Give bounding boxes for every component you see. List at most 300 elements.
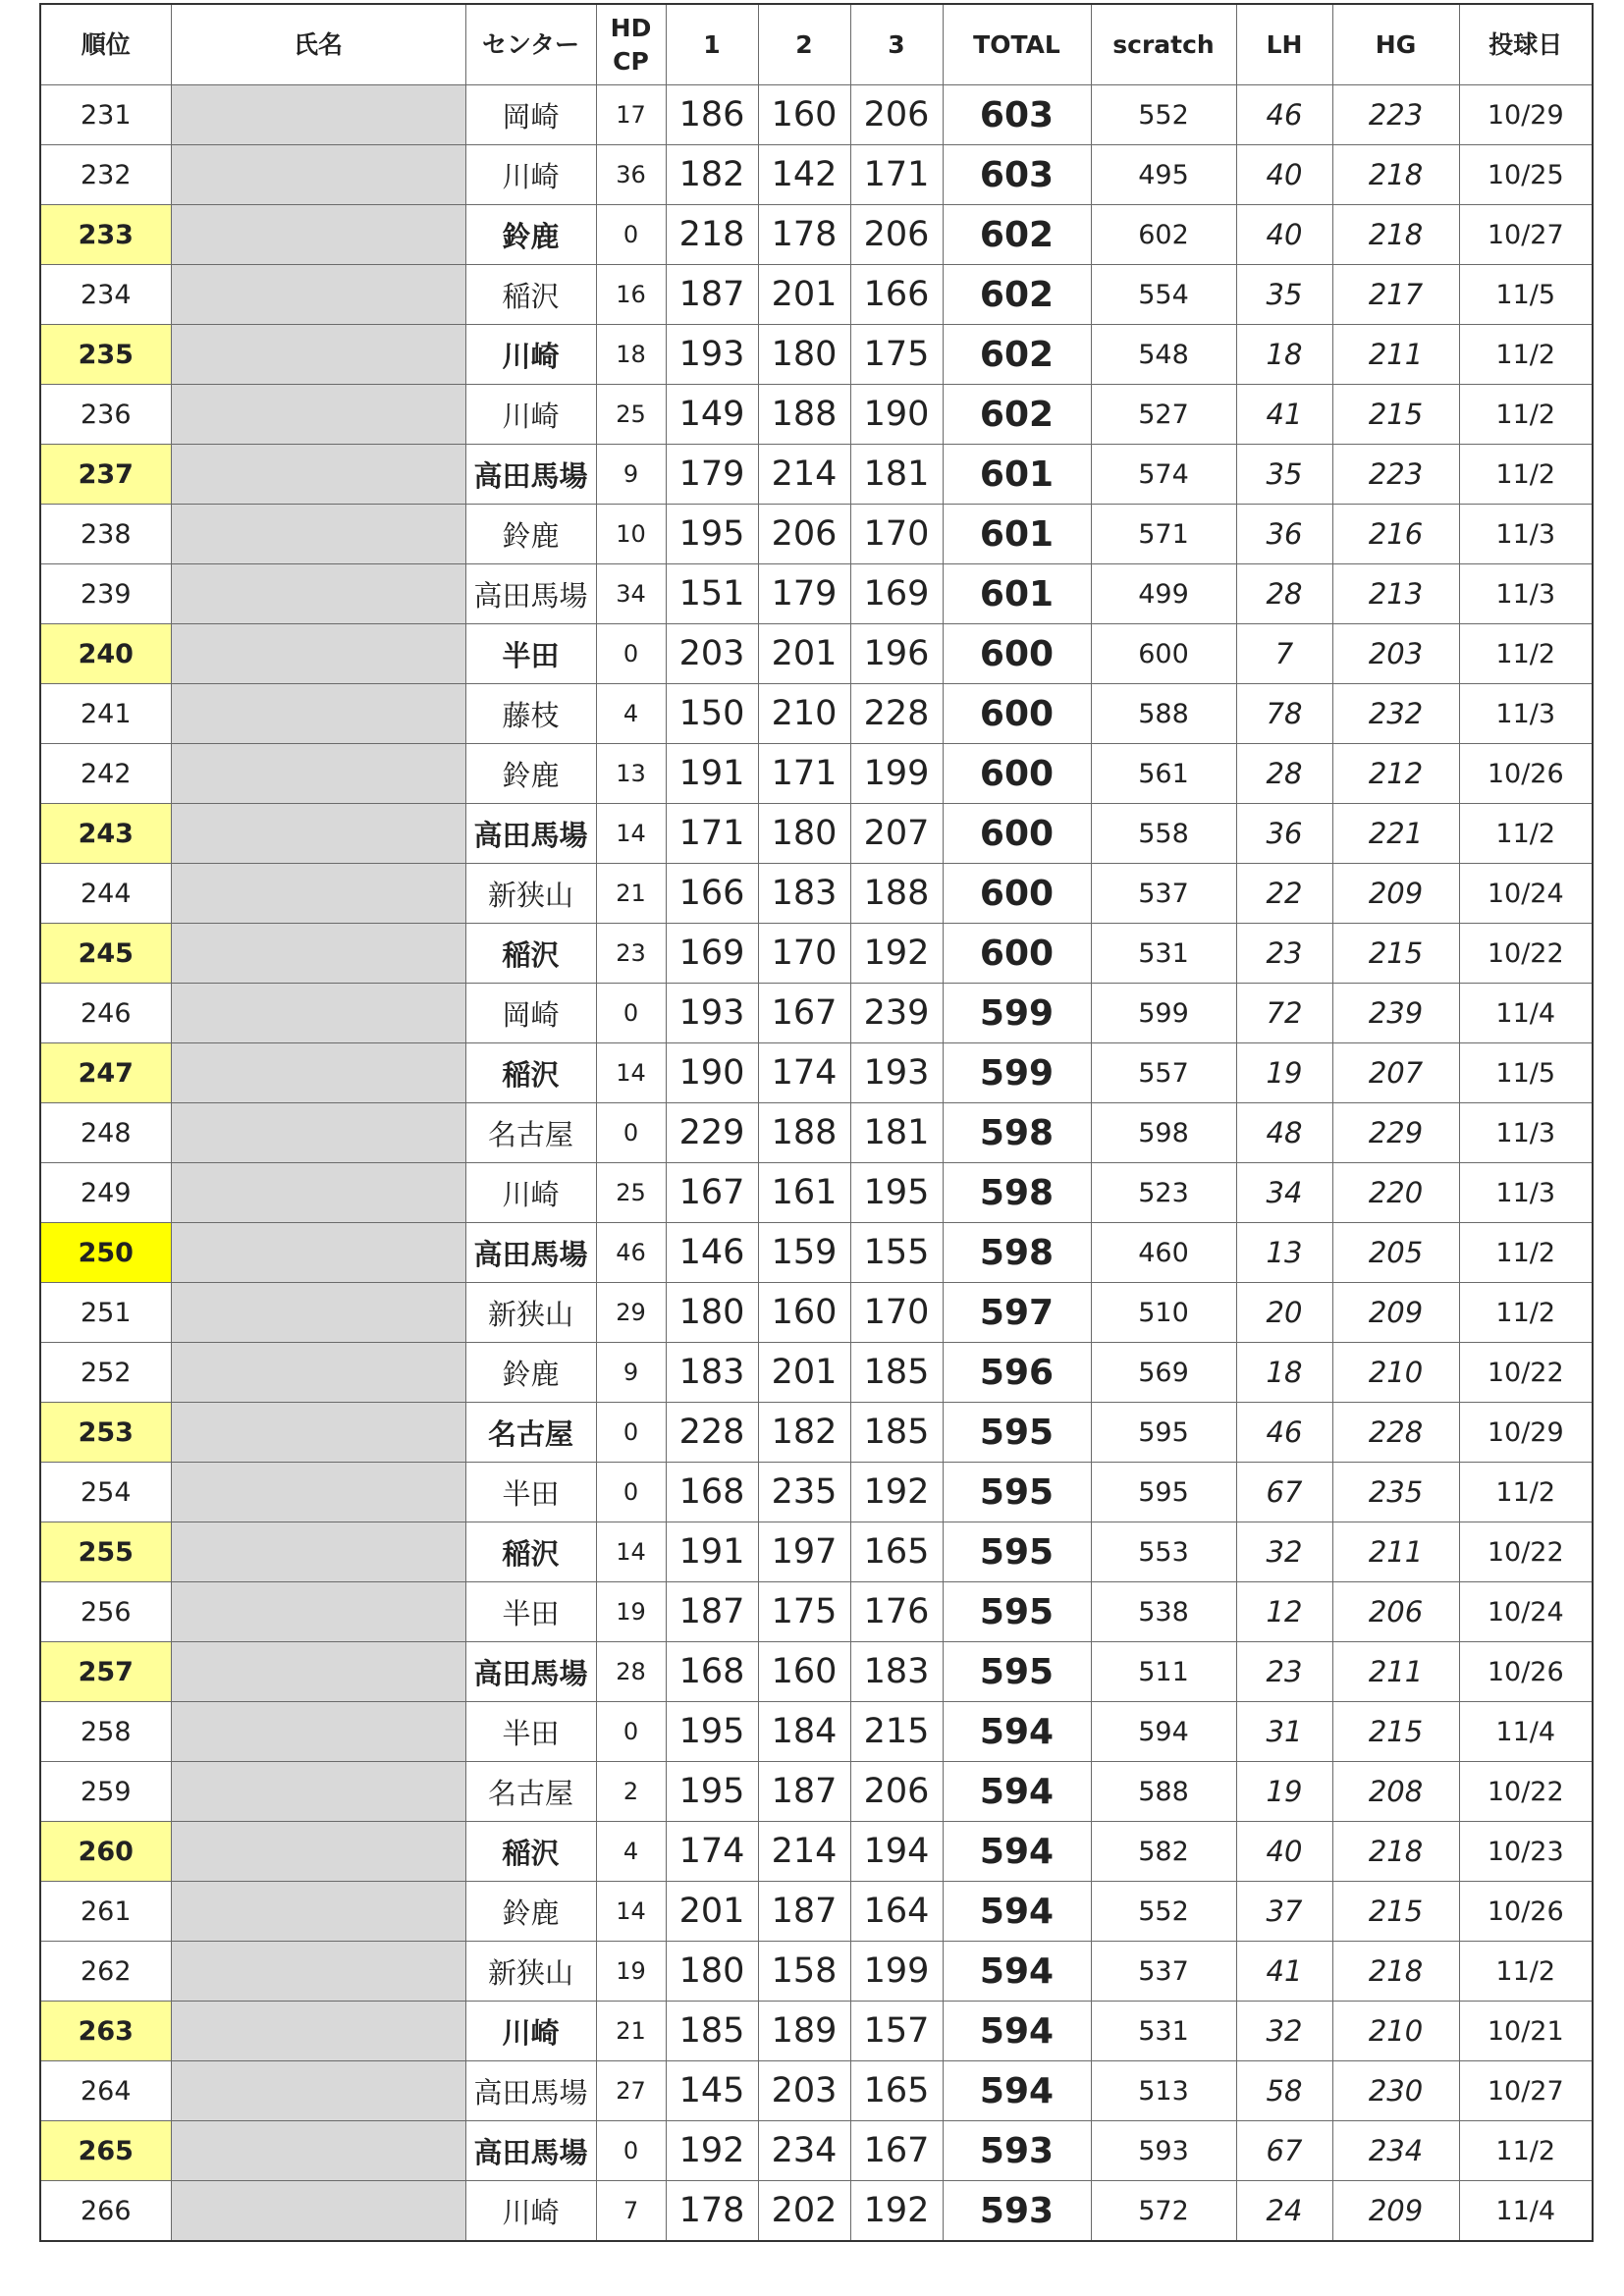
name-cell xyxy=(171,1463,465,1522)
hdcp-cell: 13 xyxy=(596,744,666,804)
hg-cell: 206 xyxy=(1332,1582,1459,1642)
game-1-cell: 228 xyxy=(666,1403,758,1463)
date-cell: 11/2 xyxy=(1459,624,1593,684)
center-cell: 川崎 xyxy=(465,145,596,205)
date-cell: 11/3 xyxy=(1459,564,1593,624)
hg-cell: 215 xyxy=(1332,385,1459,445)
scratch-cell: 582 xyxy=(1091,1822,1236,1882)
hdcp-cell: 19 xyxy=(596,1942,666,2002)
rank-cell: 249 xyxy=(40,1163,171,1223)
scratch-cell: 571 xyxy=(1091,505,1236,564)
game-1-cell: 192 xyxy=(666,2121,758,2181)
center-cell: 半田 xyxy=(465,1463,596,1522)
game-3-cell: 167 xyxy=(850,2121,943,2181)
header-total: TOTAL xyxy=(943,4,1091,85)
name-cell xyxy=(171,1822,465,1882)
center-cell: 川崎 xyxy=(465,385,596,445)
name-cell xyxy=(171,1283,465,1343)
center-cell: 名古屋 xyxy=(465,1762,596,1822)
total-cell: 598 xyxy=(943,1223,1091,1283)
rank-cell: 254 xyxy=(40,1463,171,1522)
game-1-cell: 180 xyxy=(666,1283,758,1343)
rank-cell: 236 xyxy=(40,385,171,445)
table-row xyxy=(40,1942,1593,2002)
hdcp-cell: 14 xyxy=(596,1882,666,1942)
rank-cell: 232 xyxy=(40,145,171,205)
game-1-cell: 179 xyxy=(666,445,758,505)
total-cell: 596 xyxy=(943,1343,1091,1403)
table-row xyxy=(40,624,1593,684)
date-cell: 10/25 xyxy=(1459,145,1593,205)
date-cell: 11/3 xyxy=(1459,505,1593,564)
lh-cell: 19 xyxy=(1236,1762,1332,1822)
total-cell: 594 xyxy=(943,1822,1091,1882)
hdcp-cell: 21 xyxy=(596,864,666,924)
game-1-cell: 218 xyxy=(666,205,758,265)
game-1-cell: 168 xyxy=(666,1463,758,1522)
hg-cell: 239 xyxy=(1332,984,1459,1043)
lh-cell: 32 xyxy=(1236,1522,1332,1582)
date-cell: 10/29 xyxy=(1459,1403,1593,1463)
hdcp-cell: 28 xyxy=(596,1642,666,1702)
table-row xyxy=(40,1702,1593,1762)
game-1-cell: 191 xyxy=(666,1522,758,1582)
table-row xyxy=(40,984,1593,1043)
name-cell xyxy=(171,2002,465,2061)
name-cell xyxy=(171,2121,465,2181)
date-cell: 10/26 xyxy=(1459,1642,1593,1702)
total-cell: 600 xyxy=(943,924,1091,984)
date-cell: 10/22 xyxy=(1459,1343,1593,1403)
name-cell xyxy=(171,1403,465,1463)
game-3-cell: 194 xyxy=(850,1822,943,1882)
name-cell xyxy=(171,265,465,325)
lh-cell: 40 xyxy=(1236,205,1332,265)
date-cell: 10/21 xyxy=(1459,2002,1593,2061)
date-cell: 10/22 xyxy=(1459,1762,1593,1822)
name-cell xyxy=(171,325,465,385)
date-cell: 11/2 xyxy=(1459,385,1593,445)
lh-cell: 78 xyxy=(1236,684,1332,744)
game-3-cell: 165 xyxy=(850,2061,943,2121)
total-cell: 594 xyxy=(943,2002,1091,2061)
rank-cell: 248 xyxy=(40,1103,171,1163)
hdcp-cell: 21 xyxy=(596,2002,666,2061)
hg-cell: 216 xyxy=(1332,505,1459,564)
lh-cell: 23 xyxy=(1236,924,1332,984)
table-row xyxy=(40,2061,1593,2121)
date-cell: 10/24 xyxy=(1459,864,1593,924)
game-3-cell: 192 xyxy=(850,924,943,984)
game-3-cell: 164 xyxy=(850,1882,943,1942)
lh-cell: 22 xyxy=(1236,864,1332,924)
hdcp-cell: 0 xyxy=(596,205,666,265)
hg-cell: 223 xyxy=(1332,85,1459,145)
total-cell: 593 xyxy=(943,2181,1091,2242)
name-cell xyxy=(171,1582,465,1642)
scratch-cell: 561 xyxy=(1091,744,1236,804)
date-cell: 10/27 xyxy=(1459,205,1593,265)
game-2-cell: 189 xyxy=(758,2002,850,2061)
date-cell: 10/27 xyxy=(1459,2061,1593,2121)
header-game-2: 2 xyxy=(758,4,850,85)
hg-cell: 213 xyxy=(1332,564,1459,624)
lh-cell: 28 xyxy=(1236,744,1332,804)
hg-cell: 218 xyxy=(1332,1822,1459,1882)
scratch-cell: 538 xyxy=(1091,1582,1236,1642)
game-3-cell: 199 xyxy=(850,744,943,804)
lh-cell: 46 xyxy=(1236,85,1332,145)
rank-cell: 256 xyxy=(40,1582,171,1642)
lh-cell: 35 xyxy=(1236,445,1332,505)
name-cell xyxy=(171,1642,465,1702)
date-cell: 11/2 xyxy=(1459,1283,1593,1343)
header-row xyxy=(40,4,1593,85)
scratch-cell: 557 xyxy=(1091,1043,1236,1103)
center-cell: 高田馬場 xyxy=(465,1642,596,1702)
game-1-cell: 167 xyxy=(666,1163,758,1223)
game-2-cell: 203 xyxy=(758,2061,850,2121)
center-cell: 岡崎 xyxy=(465,984,596,1043)
center-cell: 半田 xyxy=(465,624,596,684)
game-1-cell: 193 xyxy=(666,984,758,1043)
name-cell xyxy=(171,1882,465,1942)
total-cell: 595 xyxy=(943,1522,1091,1582)
lh-cell: 46 xyxy=(1236,1403,1332,1463)
game-2-cell: 171 xyxy=(758,744,850,804)
hg-cell: 208 xyxy=(1332,1762,1459,1822)
hg-cell: 223 xyxy=(1332,445,1459,505)
name-cell xyxy=(171,564,465,624)
total-cell: 599 xyxy=(943,1043,1091,1103)
name-cell xyxy=(171,624,465,684)
center-cell: 川崎 xyxy=(465,2002,596,2061)
name-cell xyxy=(171,1223,465,1283)
hdcp-cell: 46 xyxy=(596,1223,666,1283)
lh-cell: 12 xyxy=(1236,1582,1332,1642)
date-cell: 11/3 xyxy=(1459,684,1593,744)
game-2-cell: 235 xyxy=(758,1463,850,1522)
game-3-cell: 192 xyxy=(850,1463,943,1522)
header-game-1: 1 xyxy=(666,4,758,85)
center-cell: 新狭山 xyxy=(465,1942,596,2002)
rank-cell: 238 xyxy=(40,505,171,564)
scratch-cell: 531 xyxy=(1091,924,1236,984)
hg-cell: 211 xyxy=(1332,325,1459,385)
game-1-cell: 183 xyxy=(666,1343,758,1403)
total-cell: 602 xyxy=(943,205,1091,265)
scratch-cell: 600 xyxy=(1091,624,1236,684)
scratch-cell: 569 xyxy=(1091,1343,1236,1403)
lh-cell: 58 xyxy=(1236,2061,1332,2121)
center-cell: 稲沢 xyxy=(465,265,596,325)
lh-cell: 13 xyxy=(1236,1223,1332,1283)
game-2-cell: 179 xyxy=(758,564,850,624)
date-cell: 11/4 xyxy=(1459,2181,1593,2242)
table-row xyxy=(40,205,1593,265)
hg-cell: 229 xyxy=(1332,1103,1459,1163)
scratch-cell: 588 xyxy=(1091,684,1236,744)
table-row xyxy=(40,1582,1593,1642)
game-3-cell: 165 xyxy=(850,1522,943,1582)
header-game-3: 3 xyxy=(850,4,943,85)
game-2-cell: 161 xyxy=(758,1163,850,1223)
lh-cell: 67 xyxy=(1236,1463,1332,1522)
hg-cell: 217 xyxy=(1332,265,1459,325)
game-3-cell: 185 xyxy=(850,1343,943,1403)
lh-cell: 28 xyxy=(1236,564,1332,624)
header-center: センター xyxy=(465,4,596,85)
name-cell xyxy=(171,1942,465,2002)
rank-cell: 241 xyxy=(40,684,171,744)
game-1-cell: 195 xyxy=(666,1762,758,1822)
game-2-cell: 175 xyxy=(758,1582,850,1642)
hdcp-cell: 0 xyxy=(596,2121,666,2181)
lh-cell: 67 xyxy=(1236,2121,1332,2181)
table-row xyxy=(40,2121,1593,2181)
center-cell: 藤枝 xyxy=(465,684,596,744)
hg-cell: 228 xyxy=(1332,1403,1459,1463)
header-hdcp-line1: HD xyxy=(610,13,652,42)
lh-cell: 40 xyxy=(1236,145,1332,205)
table-row xyxy=(40,1223,1593,1283)
hdcp-cell: 0 xyxy=(596,984,666,1043)
table-row xyxy=(40,145,1593,205)
scratch-cell: 523 xyxy=(1091,1163,1236,1223)
date-cell: 11/5 xyxy=(1459,265,1593,325)
game-3-cell: 228 xyxy=(850,684,943,744)
center-cell: 鈴鹿 xyxy=(465,205,596,265)
center-cell: 名古屋 xyxy=(465,1403,596,1463)
game-2-cell: 170 xyxy=(758,924,850,984)
game-2-cell: 142 xyxy=(758,145,850,205)
center-cell: 鈴鹿 xyxy=(465,1882,596,1942)
rank-cell: 258 xyxy=(40,1702,171,1762)
game-2-cell: 201 xyxy=(758,1343,850,1403)
game-2-cell: 160 xyxy=(758,1642,850,1702)
center-cell: 名古屋 xyxy=(465,1103,596,1163)
game-2-cell: 180 xyxy=(758,325,850,385)
total-cell: 594 xyxy=(943,1882,1091,1942)
scratch-cell: 460 xyxy=(1091,1223,1236,1283)
lh-cell: 18 xyxy=(1236,325,1332,385)
total-cell: 594 xyxy=(943,1942,1091,2002)
scratch-cell: 527 xyxy=(1091,385,1236,445)
table-row xyxy=(40,1163,1593,1223)
hdcp-cell: 14 xyxy=(596,1043,666,1103)
hdcp-cell: 0 xyxy=(596,1403,666,1463)
game-1-cell: 171 xyxy=(666,804,758,864)
hg-cell: 209 xyxy=(1332,1283,1459,1343)
hdcp-cell: 9 xyxy=(596,1343,666,1403)
hg-cell: 205 xyxy=(1332,1223,1459,1283)
game-1-cell: 185 xyxy=(666,2002,758,2061)
game-3-cell: 155 xyxy=(850,1223,943,1283)
game-1-cell: 201 xyxy=(666,1882,758,1942)
game-3-cell: 239 xyxy=(850,984,943,1043)
table-row xyxy=(40,864,1593,924)
table-row xyxy=(40,1822,1593,1882)
game-3-cell: 176 xyxy=(850,1582,943,1642)
hg-cell: 220 xyxy=(1332,1163,1459,1223)
lh-cell: 48 xyxy=(1236,1103,1332,1163)
game-2-cell: 160 xyxy=(758,85,850,145)
center-cell: 鈴鹿 xyxy=(465,744,596,804)
game-2-cell: 188 xyxy=(758,1103,850,1163)
table-row xyxy=(40,385,1593,445)
game-3-cell: 171 xyxy=(850,145,943,205)
hdcp-cell: 0 xyxy=(596,624,666,684)
hg-cell: 215 xyxy=(1332,924,1459,984)
table-row xyxy=(40,2002,1593,2061)
game-2-cell: 214 xyxy=(758,1822,850,1882)
game-3-cell: 181 xyxy=(850,445,943,505)
rank-cell: 247 xyxy=(40,1043,171,1103)
table-row xyxy=(40,1043,1593,1103)
hdcp-cell: 25 xyxy=(596,385,666,445)
game-2-cell: 202 xyxy=(758,2181,850,2242)
lh-cell: 36 xyxy=(1236,505,1332,564)
scratch-cell: 602 xyxy=(1091,205,1236,265)
hdcp-cell: 9 xyxy=(596,445,666,505)
hg-cell: 212 xyxy=(1332,744,1459,804)
game-2-cell: 197 xyxy=(758,1522,850,1582)
hdcp-cell: 2 xyxy=(596,1762,666,1822)
name-cell xyxy=(171,744,465,804)
rank-cell: 233 xyxy=(40,205,171,265)
total-cell: 595 xyxy=(943,1463,1091,1522)
hg-cell: 230 xyxy=(1332,2061,1459,2121)
table-row xyxy=(40,1762,1593,1822)
total-cell: 600 xyxy=(943,864,1091,924)
header-date: 投球日 xyxy=(1459,4,1593,85)
game-1-cell: 191 xyxy=(666,744,758,804)
hg-cell: 210 xyxy=(1332,2002,1459,2061)
scratch-cell: 511 xyxy=(1091,1642,1236,1702)
center-cell: 川崎 xyxy=(465,325,596,385)
lh-cell: 37 xyxy=(1236,1882,1332,1942)
hg-cell: 215 xyxy=(1332,1882,1459,1942)
game-3-cell: 181 xyxy=(850,1103,943,1163)
lh-cell: 36 xyxy=(1236,804,1332,864)
scratch-cell: 595 xyxy=(1091,1463,1236,1522)
game-1-cell: 190 xyxy=(666,1043,758,1103)
rank-cell: 263 xyxy=(40,2002,171,2061)
table-row xyxy=(40,1882,1593,1942)
hg-cell: 211 xyxy=(1332,1642,1459,1702)
center-cell: 新狭山 xyxy=(465,1283,596,1343)
rank-cell: 265 xyxy=(40,2121,171,2181)
total-cell: 602 xyxy=(943,265,1091,325)
game-3-cell: 193 xyxy=(850,1043,943,1103)
rank-cell: 257 xyxy=(40,1642,171,1702)
table-row xyxy=(40,804,1593,864)
header-lh: LH xyxy=(1236,4,1332,85)
hg-cell: 218 xyxy=(1332,145,1459,205)
total-cell: 597 xyxy=(943,1283,1091,1343)
center-cell: 高田馬場 xyxy=(465,564,596,624)
center-cell: 川崎 xyxy=(465,1163,596,1223)
hdcp-cell: 25 xyxy=(596,1163,666,1223)
date-cell: 10/26 xyxy=(1459,1882,1593,1942)
center-cell: 半田 xyxy=(465,1702,596,1762)
date-cell: 10/26 xyxy=(1459,744,1593,804)
game-3-cell: 206 xyxy=(850,85,943,145)
rank-cell: 244 xyxy=(40,864,171,924)
total-cell: 595 xyxy=(943,1403,1091,1463)
scratch-cell: 531 xyxy=(1091,2002,1236,2061)
game-3-cell: 192 xyxy=(850,2181,943,2242)
scratch-cell: 513 xyxy=(1091,2061,1236,2121)
rank-cell: 242 xyxy=(40,744,171,804)
name-cell xyxy=(171,1522,465,1582)
lh-cell: 72 xyxy=(1236,984,1332,1043)
game-3-cell: 175 xyxy=(850,325,943,385)
scratch-cell: 537 xyxy=(1091,1942,1236,2002)
date-cell: 11/5 xyxy=(1459,1043,1593,1103)
name-cell xyxy=(171,984,465,1043)
table-row xyxy=(40,1283,1593,1343)
game-2-cell: 184 xyxy=(758,1702,850,1762)
game-2-cell: 158 xyxy=(758,1942,850,2002)
table-row xyxy=(40,2181,1593,2242)
game-3-cell: 190 xyxy=(850,385,943,445)
hg-cell: 209 xyxy=(1332,2181,1459,2242)
game-1-cell: 174 xyxy=(666,1822,758,1882)
rank-cell: 237 xyxy=(40,445,171,505)
hdcp-cell: 4 xyxy=(596,1822,666,1882)
rank-cell: 253 xyxy=(40,1403,171,1463)
hdcp-cell: 36 xyxy=(596,145,666,205)
hdcp-cell: 17 xyxy=(596,85,666,145)
game-2-cell: 187 xyxy=(758,1762,850,1822)
lh-cell: 23 xyxy=(1236,1642,1332,1702)
game-2-cell: 183 xyxy=(758,864,850,924)
total-cell: 595 xyxy=(943,1642,1091,1702)
center-cell: 高田馬場 xyxy=(465,804,596,864)
date-cell: 11/2 xyxy=(1459,325,1593,385)
header-hg: HG xyxy=(1332,4,1459,85)
hg-cell: 235 xyxy=(1332,1463,1459,1522)
game-3-cell: 157 xyxy=(850,2002,943,2061)
total-cell: 601 xyxy=(943,445,1091,505)
table-row xyxy=(40,684,1593,744)
total-cell: 600 xyxy=(943,624,1091,684)
hdcp-cell: 23 xyxy=(596,924,666,984)
rank-cell: 240 xyxy=(40,624,171,684)
lh-cell: 40 xyxy=(1236,1822,1332,1882)
scratch-cell: 554 xyxy=(1091,265,1236,325)
header-rank: 順位 xyxy=(40,4,171,85)
name-cell xyxy=(171,1043,465,1103)
hg-cell: 234 xyxy=(1332,2121,1459,2181)
total-cell: 594 xyxy=(943,2061,1091,2121)
scratch-cell: 552 xyxy=(1091,85,1236,145)
game-1-cell: 229 xyxy=(666,1103,758,1163)
name-cell xyxy=(171,1103,465,1163)
date-cell: 11/4 xyxy=(1459,984,1593,1043)
lh-cell: 31 xyxy=(1236,1702,1332,1762)
date-cell: 11/3 xyxy=(1459,1163,1593,1223)
hdcp-cell: 4 xyxy=(596,684,666,744)
game-3-cell: 206 xyxy=(850,1762,943,1822)
date-cell: 10/29 xyxy=(1459,85,1593,145)
scratch-cell: 495 xyxy=(1091,145,1236,205)
name-cell xyxy=(171,1762,465,1822)
date-cell: 11/2 xyxy=(1459,1942,1593,2002)
hg-cell: 207 xyxy=(1332,1043,1459,1103)
game-2-cell: 180 xyxy=(758,804,850,864)
